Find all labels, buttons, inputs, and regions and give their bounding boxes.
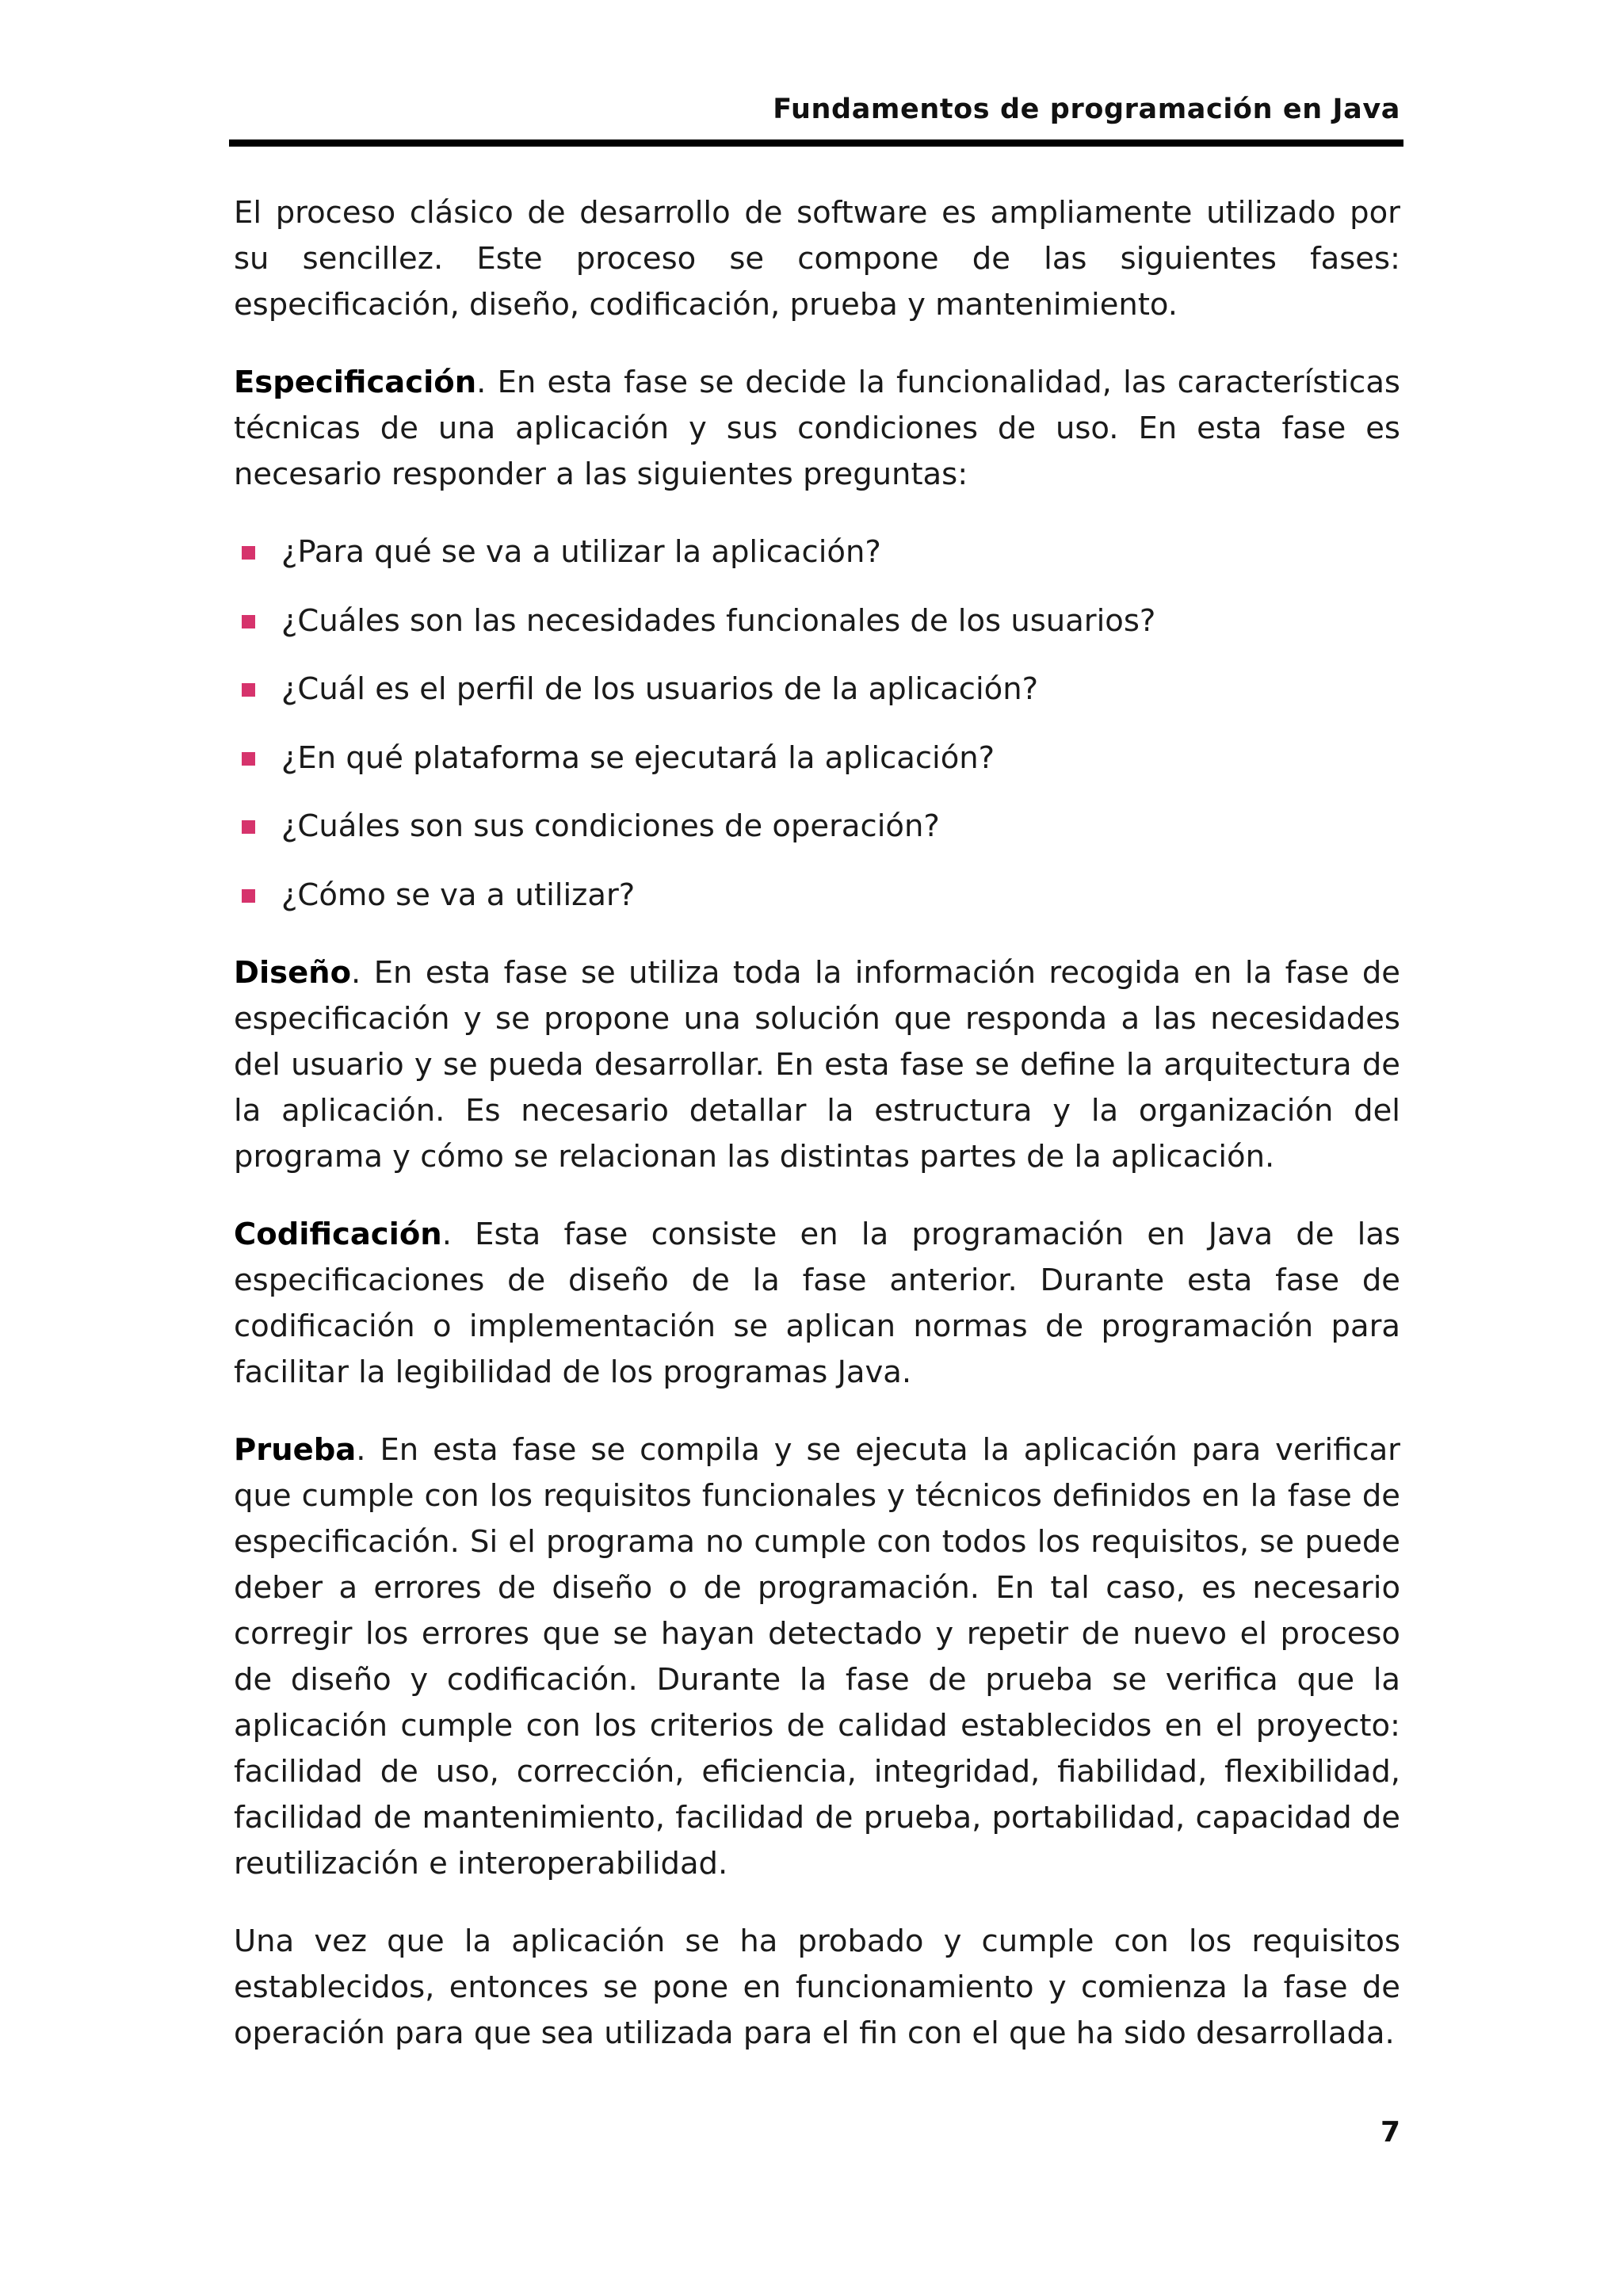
list-item-text: ¿En qué plataforma se ejecutará la aplicación? [281,739,995,776]
square-bullet-icon [242,820,255,834]
list-item [234,667,1400,712]
page-number: 7 [1380,2116,1400,2149]
closing-paragraph: Una vez que la aplicación se ha probado y cumple con los requisitos establecidos, entonces se pone en funcionamiento y comienza la fase de operación para que sea utilizada para el fin con el que ha sido desarrollada. [234,1923,1400,2051]
list-item-text: ¿Cómo se va a utilizar? [281,877,636,913]
question-list [234,529,1400,919]
diseno-text: . En esta fase se utiliza toda la información recogida en la fase de especificación y se propone una solución que responda a las necesidades del usuario y se pueda desarrollar. En esta fase se define la arquitectura de la aplicación. Es necesario detallar la estructura y la organización del programa y cómo se relacionan las distintas partes de la aplicación. [234,954,1400,1175]
list-item [234,804,1400,850]
running-header: Fundamentos de programación en Java [773,94,1400,125]
especificacion-paragraph [234,360,1400,498]
especificacion-text: . En esta fase se decide la funcionalidad, las características técnicas de una aplicación y sus condiciones de uso. En esta fase es necesario responder a las siguientes preguntas: [234,365,1400,492]
codificacion-paragraph [234,1212,1400,1396]
list-item-text: ¿Cuáles son las necesidades funcionales de los usuarios? [281,602,1156,639]
list-item [234,598,1400,644]
header-rule [229,139,1403,147]
square-bullet-icon [242,683,255,697]
prueba-paragraph [234,1427,1400,1887]
diseno-paragraph [234,950,1400,1180]
square-bullet-icon [242,889,255,903]
list-item-text: ¿Para qué se va a utilizar la aplicación? [281,534,881,570]
list-item [234,529,1400,575]
codificacion-text: . Esta fase consiste en la programación en Java de las especificaciones de diseño de la fase anterior. Durante esta fase de codificación o implementación se aplican normas de programación para facilitar la legibilidad de los programas Java. [234,1216,1400,1390]
document-page [234,0,1400,2296]
body-text [234,190,1400,2088]
intro-paragraph: El proceso clásico de desarrollo de software es ampliamente utilizado por su sencillez. Este proceso se compone de las siguientes fases: especificación, diseño, codificación, prueba y mantenimiento. [234,195,1400,323]
especificacion-term: Especificación [234,365,477,400]
list-item [234,873,1400,919]
square-bullet-icon [242,546,255,560]
list-item-text: ¿Cuáles son sus condiciones de operación? [281,808,940,845]
list-item [234,735,1400,781]
prueba-text: . En esta fase se compila y se ejecuta la aplicación para verificar que cumple con los requisitos funcionales y técnicos definidos en la fase de especificación. Si el programa no cumple con todos los requisitos, se puede deber a errores de diseño o de programación. En tal caso, es necesario corregir los errores que se hayan detectado y repetir de nuevo el proceso de diseño y codificación. Durante la fase de prueba se verifica que la aplicación cumple con los criterios de calidad establecidos en el proyecto: facilidad de uso, corrección, eficiencia, integridad, fiabilidad, flexibilidad, facilidad de mantenimiento, facilidad de prueba, portabilidad, capacidad de reutilización e interoperabilidad. [234,1431,1400,1881]
list-item-text: ¿Cuál es el perfil de los usuarios de la aplicación? [281,671,1039,708]
square-bullet-icon [242,752,255,766]
diseno-term: Diseño [234,954,352,991]
square-bullet-icon [242,615,255,628]
prueba-term: Prueba [234,1431,357,1468]
codificacion-term: Codificación [234,1216,442,1252]
